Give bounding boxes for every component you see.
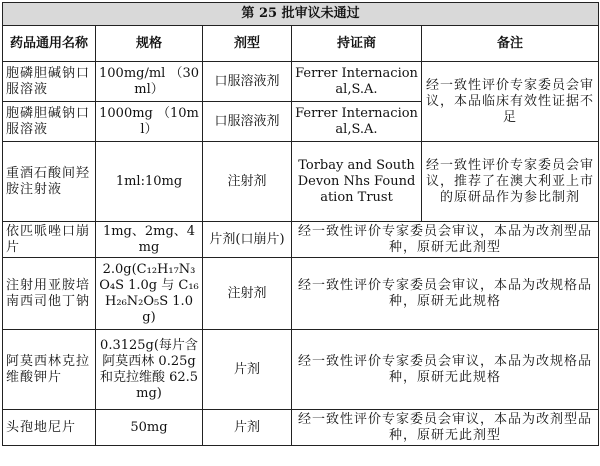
- table-row: [3, 62, 599, 102]
- cell-holder: Ferrer Internacional,S.A.: [292, 62, 422, 102]
- table-row: [3, 410, 599, 446]
- cell-spec: 100mg/ml （30ml）: [96, 62, 203, 102]
- cell-note: 经一致性评价专家委员会审议，本品为改剂型品种，原研无此剂型: [292, 222, 599, 258]
- cell-holder: Ferrer Internacional,S.A.: [292, 102, 422, 142]
- cell-note: 经一致性评价专家委员会审议，本品为改规格品种，原研无此规格: [292, 258, 599, 330]
- cell-spec: 1mg、2mg、4mg: [96, 222, 203, 258]
- cell-form: 片剂: [203, 410, 292, 446]
- review-table-container: [2, 2, 598, 446]
- cell-spec: 2.0g(C₁₂H₁₇N₃O₄S 1.0g 与 C₁₆H₂₆N₂O₅S 1.0g): [96, 258, 203, 330]
- table-row: [3, 142, 599, 222]
- header-name: 药品通用名称: [3, 26, 96, 62]
- cell-spec: 50mg: [96, 410, 203, 446]
- cell-holder: Torbay and South Devon Nhs Foundation Trust: [292, 142, 422, 222]
- table-row: [3, 330, 599, 410]
- table-title: 第 25 批审议未通过: [3, 3, 599, 26]
- cell-form: 口服溶液剂: [203, 102, 292, 142]
- header-note: 备注: [422, 26, 599, 62]
- review-table: [2, 2, 599, 446]
- cell-name: 重酒石酸间羟胺注射液: [3, 142, 96, 222]
- cell-form: 片剂(口崩片): [203, 222, 292, 258]
- cell-spec: 0.3125g(每片含阿莫西林 0.25g 和克拉维酸 62.5mg): [96, 330, 203, 410]
- header-spec: 规格: [96, 26, 203, 62]
- header-holder: 持证商: [292, 26, 422, 62]
- cell-name: 注射用亚胺培南西司他丁钠: [3, 258, 96, 330]
- cell-note: 经一致性评价专家委员会审议，本品临床有效性证据不足: [422, 62, 599, 142]
- table-row: [3, 258, 599, 330]
- cell-form: 口服溶液剂: [203, 62, 292, 102]
- cell-note: 经一致性评价专家委员会审议，本品为改规格品种，原研无此规格: [292, 330, 599, 410]
- cell-form: 片剂: [203, 330, 292, 410]
- table-row: [3, 222, 599, 258]
- cell-name: 依匹哌唑口崩片: [3, 222, 96, 258]
- cell-name: 胞磷胆碱钠口服溶液: [3, 102, 96, 142]
- cell-note: 经一致性评价专家委员会审议，本品为改剂型品种，原研无此剂型: [292, 410, 599, 446]
- header-form: 剂型: [203, 26, 292, 62]
- cell-spec: 1000mg （10ml）: [96, 102, 203, 142]
- cell-name: 阿莫西林克拉维酸钾片: [3, 330, 96, 410]
- cell-note: 经一致性评价专家委员会审议，推荐了在澳大利亚上市的原研品作为参比制剂: [422, 142, 599, 222]
- cell-name: 胞磷胆碱钠口服溶液: [3, 62, 96, 102]
- cell-form: 注射剂: [203, 258, 292, 330]
- cell-form: 注射剂: [203, 142, 292, 222]
- cell-spec: 1ml:10mg: [96, 142, 203, 222]
- cell-name: 头孢地尼片: [3, 410, 96, 446]
